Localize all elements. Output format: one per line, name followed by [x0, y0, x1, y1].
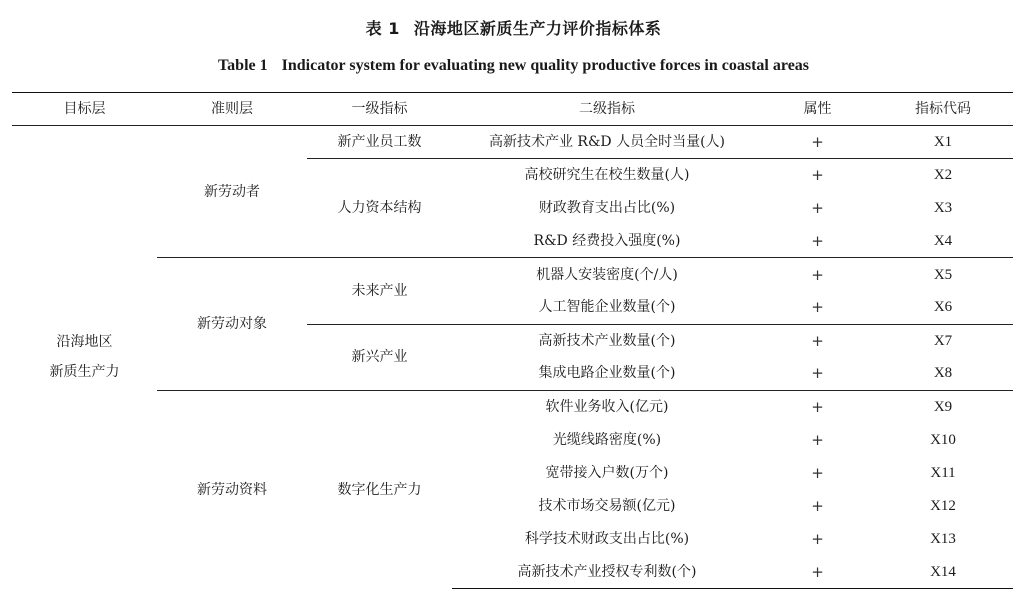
- secondary-indicator-cell: 光缆线路密度(%): [552, 431, 662, 448]
- table-header-row: [12, 93, 1013, 126]
- indicator-code-cell: X14: [873, 556, 1013, 589]
- header-indicator-code: 指标代码: [873, 93, 1013, 126]
- secondary-indicator-cell: 宽带接入户数(万个): [545, 464, 669, 481]
- secondary-indicator-cell: 财政教育支出占比(%): [538, 200, 676, 217]
- attribute-cell: +: [811, 232, 824, 251]
- table-number-cn: 表 1: [365, 19, 400, 38]
- primary-indicator-cell: 新产业员工数: [337, 134, 422, 151]
- indicator-code-cell: X2: [873, 159, 1013, 192]
- table-caption-en: [0, 57, 1027, 75]
- attribute-cell: +: [811, 530, 824, 549]
- secondary-indicator-cell: 机器人安装密度(个/人): [452, 258, 762, 291]
- indicator-code-cell: X13: [930, 531, 956, 548]
- header-criterion-layer: 准则层: [157, 93, 307, 126]
- goal-line-2: 新质生产力: [49, 364, 120, 381]
- criterion-cell: 新劳动资料: [157, 390, 307, 589]
- primary-indicator-cell: 新兴产业: [307, 324, 452, 390]
- attribute-cell: +: [762, 258, 873, 291]
- indicator-code-cell: X12: [930, 498, 956, 515]
- secondary-indicator-cell: 人工智能企业数量(个): [538, 299, 676, 316]
- goal-layer-cell: [12, 126, 157, 589]
- indicator-code-cell: X8: [933, 365, 953, 382]
- header-secondary-indicator: 二级指标: [452, 93, 762, 126]
- criterion-cell: 新劳动对象: [157, 258, 307, 390]
- attribute-cell: +: [811, 133, 824, 152]
- indicator-code-cell: X11: [930, 464, 956, 481]
- table-caption-cn: [0, 16, 1027, 39]
- attribute-cell: +: [811, 199, 824, 218]
- attribute-cell: +: [762, 324, 873, 357]
- attribute-cell: +: [811, 298, 824, 317]
- secondary-indicator-cell: 高新技术产业数量(个): [452, 324, 762, 357]
- indicator-code-cell: X9: [873, 390, 1013, 423]
- indicator-code-cell: X5: [873, 258, 1013, 291]
- attribute-cell: +: [811, 463, 824, 482]
- table-row: [12, 126, 1013, 159]
- attribute-cell: +: [811, 364, 824, 383]
- goal-line-1: 沿海地区: [56, 334, 113, 351]
- table-number-en: Table 1: [217, 57, 268, 74]
- secondary-indicator-cell: 集成电路企业数量(个): [538, 365, 676, 382]
- header-goal-layer: 目标层: [12, 93, 157, 126]
- primary-indicator-cell: 人力资本结构: [307, 159, 452, 258]
- indicator-code-cell: X4: [933, 233, 953, 250]
- indicator-table: [12, 92, 1013, 589]
- secondary-indicator-cell: 高新技术产业授权专利数(个): [452, 556, 762, 589]
- secondary-indicator-cell: 科学技术财政支出占比(%): [524, 531, 690, 548]
- secondary-indicator-cell: 高校研究生在校生数量(人): [452, 159, 762, 192]
- attribute-cell: +: [811, 497, 824, 516]
- secondary-indicator-cell: 软件业务收入(亿元): [452, 390, 762, 423]
- secondary-indicator-cell: 技术市场交易额(亿元): [538, 498, 676, 515]
- attribute-cell: +: [762, 556, 873, 589]
- indicator-code-cell: X3: [933, 200, 953, 217]
- header-primary-indicator: 一级指标: [307, 93, 452, 126]
- attribute-cell: +: [762, 390, 873, 423]
- criterion-cell: 新劳动者: [204, 183, 260, 200]
- primary-indicator-cell: 数字化生产力: [307, 390, 452, 589]
- table-row: [12, 390, 1013, 423]
- indicator-code-cell: X10: [930, 431, 956, 448]
- table-row: [12, 258, 1013, 291]
- attribute-cell: +: [811, 430, 824, 449]
- indicator-code-cell: X1: [933, 134, 953, 151]
- indicator-code-cell: X6: [933, 299, 953, 316]
- primary-indicator-cell: 未来产业: [307, 258, 452, 324]
- secondary-indicator-cell: R&D 经费投入强度(%): [533, 233, 681, 250]
- indicator-code-cell: X7: [873, 324, 1013, 357]
- table-title-cn: 沿海地区新质生产力评价指标体系: [413, 19, 662, 38]
- secondary-indicator-cell: 高新技术产业 R&D 人员全时当量(人): [488, 134, 726, 151]
- attribute-cell: +: [762, 159, 873, 192]
- header-attribute: 属性: [762, 93, 873, 126]
- table-title-en: Indicator system for evaluating new quality productive forces in coastal areas: [281, 57, 810, 74]
